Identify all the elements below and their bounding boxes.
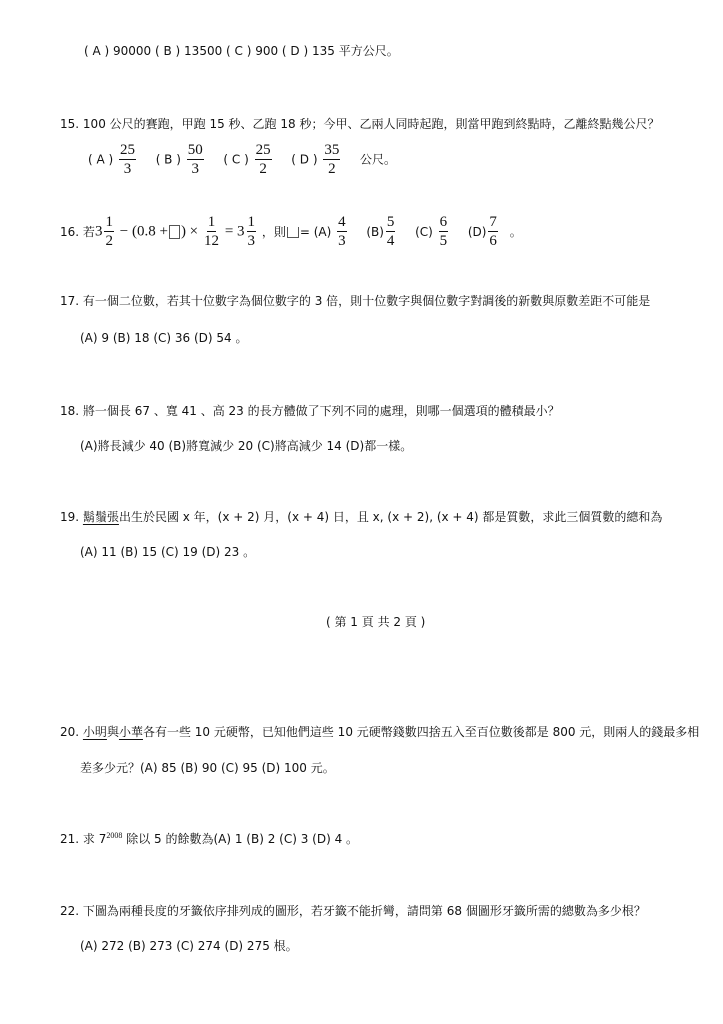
- option-d-fraction: $\frac{7}{6}$: [489, 214, 497, 249]
- blank-box-icon: [169, 225, 180, 239]
- fraction: $\frac{1}{2}$: [105, 214, 113, 249]
- question-20-line2: 差多少元？(A) 85 (B) 90 (C) 95 (D) 100 元。: [80, 761, 335, 775]
- question-stem: 有一個二位數，若其十位數字為個位數字的 3 倍，則十位數字與個位數字對調後的新數與原數差距不可能是: [82, 294, 651, 308]
- option-c-fraction: $\frac{6}{5}$: [439, 214, 448, 249]
- question-15-options: [88, 143, 396, 177]
- person-name-1: 小明: [82, 725, 107, 739]
- blank-box-icon: [287, 227, 299, 238]
- question-number: 15.: [60, 117, 80, 131]
- fraction: $\frac{1}{12}$: [203, 214, 219, 249]
- question-22-options: (A) 272 (B) 273 (C) 274 (D) 275 根。: [80, 939, 298, 953]
- question-17: [60, 295, 650, 307]
- page-number-footer: ( 第 1 頁 共 2 頁 ): [326, 615, 426, 629]
- option-b-fraction: $\frac{5}{4}$: [386, 214, 395, 249]
- option-d-fraction: $\frac{35}{2}$: [324, 142, 340, 177]
- question-number: 16.: [60, 225, 80, 239]
- fraction: $\frac{1}{3}$: [247, 214, 256, 249]
- question-stem: 100 公尺的賽跑，甲跑 15 秒、乙跑 18 秒；今甲、乙兩人同時起跑，則當甲跑到終點時，乙離終點幾公尺？: [82, 117, 660, 131]
- question-16: 16. 若3 $\frac{1}{2}$ − (0.8 + ) × $\frac{1}{12}$ = 3 $\frac{1}{3}$ ，則 = (A) $\frac{4}{3}$ (B) $\frac{5}{4}$ (C) $\frac{6}{5}$ (D) $\frac{7}{6}$ 。: [60, 214, 522, 249]
- question-stem: 下圖為兩種長度的牙籤依序排列成的圖形，若牙籤不能折彎，請問第 68 個圖形牙籤所需的總數為多少根？: [82, 904, 646, 918]
- question-stem: 出生於民國 x 年，(x + 2) 月，(x + 4) 日，且 x, (x + 2), (x + 4) 都是質數，求此三個質數的總和為: [118, 510, 663, 524]
- question-20: 20. 小明與小華各有一些 10 元硬幣，已知他們這些 10 元硬幣錢數四捨五入至百位數後都是 800 元，則兩人的錢最多相: [60, 725, 700, 739]
- person-name: 鬍鬚張: [82, 510, 119, 524]
- question-22: [60, 905, 646, 917]
- option-d-label: ( D ): [291, 152, 318, 167]
- option-b-fraction: $\frac{50}{3}$: [187, 142, 203, 177]
- question-17-options: (A) 9 (B) 18 (C) 36 (D) 54 。: [80, 331, 248, 345]
- option-c-label: ( C ): [223, 152, 249, 167]
- question-number: 18.: [60, 404, 80, 418]
- question-19-options: (A) 11 (B) 15 (C) 19 (D) 23 。: [80, 545, 256, 559]
- exponent: 2008: [106, 831, 123, 840]
- question-18-options: (A)將長減少 40 (B)將寬減少 20 (C)將高減少 14 (D)都一樣。: [80, 439, 413, 453]
- question-number: 20.: [60, 725, 80, 739]
- question-number: 19.: [60, 510, 80, 524]
- q14-options: ( A ) 90000 ( B ) 13500 ( C ) 900 ( D ) 135 平方公尺。: [84, 44, 399, 58]
- unit: 公尺。: [359, 152, 396, 167]
- question-number: 21.: [60, 832, 80, 846]
- option-b-label: ( B ): [155, 152, 181, 167]
- option-a-fraction: $\frac{25}{3}$: [120, 142, 136, 177]
- option-a-fraction: $\frac{4}{3}$: [338, 214, 346, 249]
- person-name-2: 小華: [118, 725, 143, 739]
- option-a-label: ( A ): [88, 152, 114, 167]
- question-15: [60, 118, 659, 130]
- question-21: 21. 求 $7^{2008}$ 除以 5 的餘數為(A) 1 (B) 2 (C) 3 (D) 4 。: [60, 831, 359, 846]
- question-stem: 將一個長 67 、寬 41 、高 23 的長方體做了下列不同的處理，則哪一個選項的體積最小？: [82, 404, 560, 418]
- question-18: [60, 405, 560, 417]
- question-stem: 各有一些 10 元硬幣，已知他們這些 10 元硬幣錢數四捨五入至百位數後都是 800 元，則兩人的錢最多相: [142, 725, 700, 739]
- question-number: 22.: [60, 904, 80, 918]
- option-c-fraction: $\frac{25}{2}$: [255, 142, 271, 177]
- question-19: [60, 511, 662, 523]
- question-number: 17.: [60, 294, 80, 308]
